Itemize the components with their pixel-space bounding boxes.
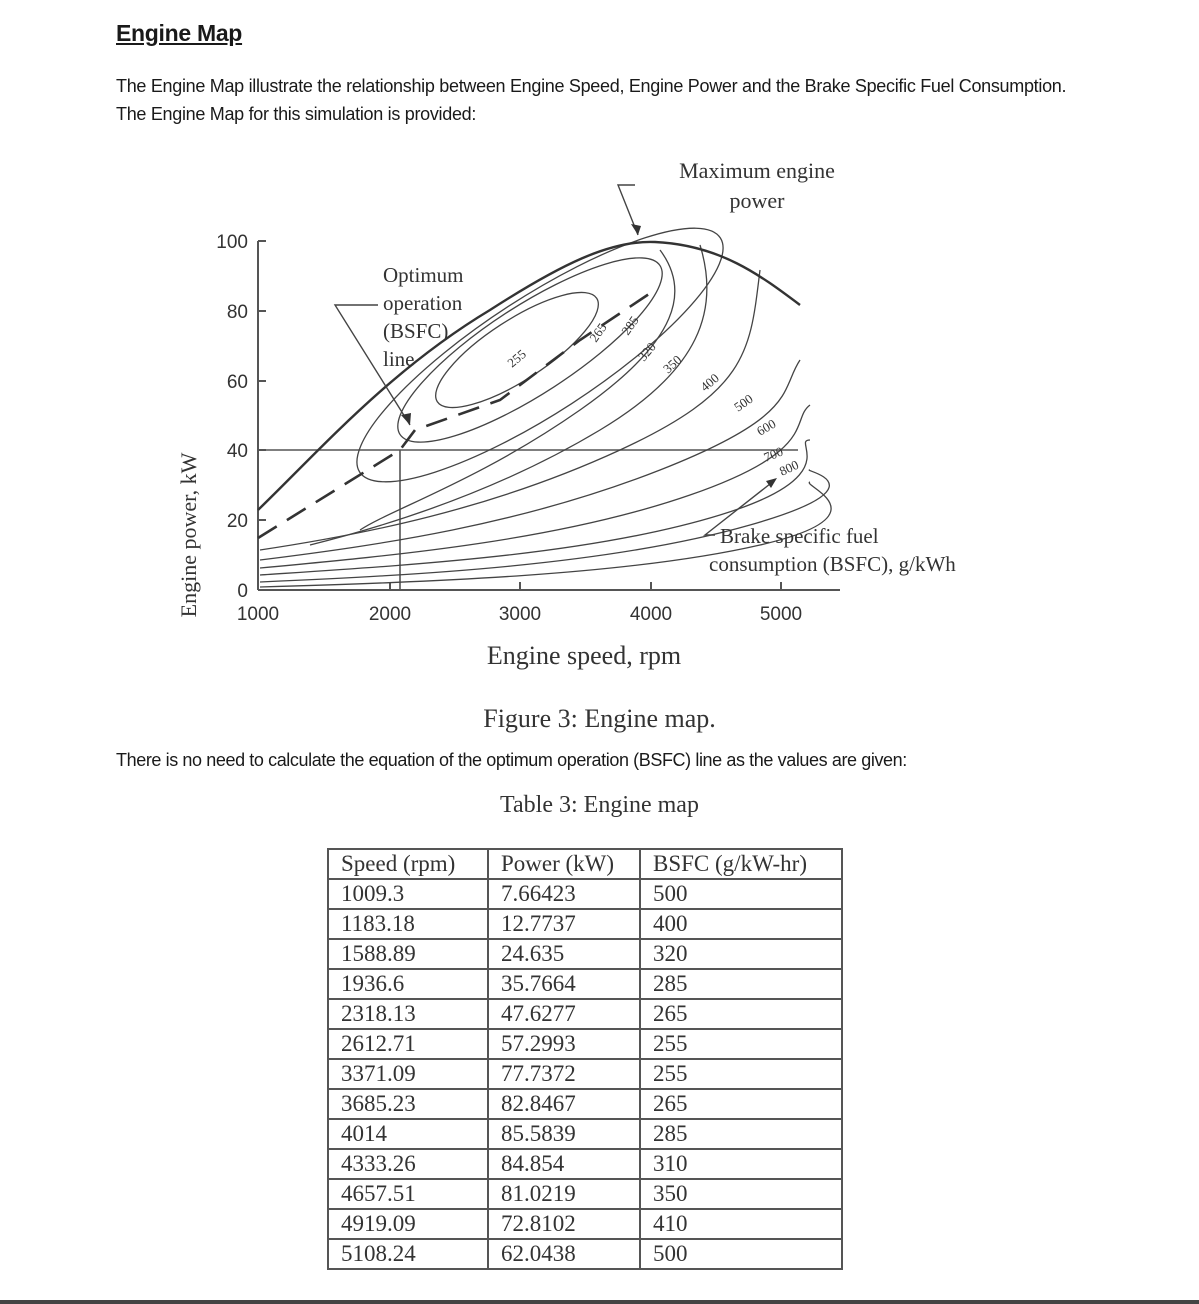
svg-text:Maximum engine: Maximum engine: [679, 158, 835, 183]
column-header-speed: Speed (rpm): [328, 849, 488, 879]
table-row: [328, 999, 842, 1029]
table-header-row: [328, 849, 842, 879]
cell-bsfc: 320: [640, 939, 842, 969]
svg-text:60: 60: [226, 372, 248, 393]
section-heading: Engine Map: [116, 20, 243, 46]
cell-speed: 1183.18: [328, 909, 488, 939]
cell-bsfc: 255: [640, 1059, 842, 1089]
cell-bsfc: 265: [640, 1089, 842, 1119]
cell-speed: 2318.13: [328, 999, 488, 1029]
svg-text:Brake specific fuel: Brake specific fuel: [720, 524, 879, 548]
svg-text:600: 600: [754, 415, 779, 439]
svg-text:700: 700: [761, 443, 786, 465]
cell-bsfc: 285: [640, 969, 842, 999]
cell-power: 7.66423: [488, 879, 640, 909]
cell-speed: 1009.3: [328, 879, 488, 909]
table-row: [328, 909, 842, 939]
contour-labels: [504, 313, 801, 479]
svg-text:power: power: [729, 188, 785, 213]
cell-speed: 4014: [328, 1119, 488, 1149]
column-header-power: Power (kW): [488, 849, 640, 879]
cell-power: 81.0219: [488, 1179, 640, 1209]
svg-text:Optimum: Optimum: [383, 263, 464, 287]
engine-map-chart: [160, 150, 1040, 690]
cell-power: 24.635: [488, 939, 640, 969]
cell-speed: 3371.09: [328, 1059, 488, 1089]
table-row: [328, 1059, 842, 1089]
svg-text:4000: 4000: [629, 604, 673, 625]
cell-bsfc: 265: [640, 999, 842, 1029]
table-row: [328, 1029, 842, 1059]
cell-bsfc: 350: [640, 1179, 842, 1209]
table-row: [328, 1209, 842, 1239]
table-caption: Table 3: Engine map: [500, 792, 699, 818]
svg-text:320: 320: [634, 339, 659, 364]
x-tick-labels: [237, 604, 802, 625]
cell-speed: 1936.6: [328, 969, 488, 999]
svg-text:80: 80: [226, 302, 248, 323]
cell-bsfc: 255: [640, 1029, 842, 1059]
optimum-line-annotation: [335, 263, 464, 425]
svg-text:100: 100: [216, 232, 248, 253]
svg-text:2000: 2000: [368, 604, 412, 625]
cell-bsfc: 400: [640, 909, 842, 939]
cell-bsfc: 410: [640, 1209, 842, 1239]
cell-power: 85.5839: [488, 1119, 640, 1149]
y-tick-labels: [216, 232, 248, 602]
table-row: [328, 1119, 842, 1149]
cell-bsfc: 500: [640, 879, 842, 909]
svg-text:285: 285: [618, 313, 642, 338]
page-bottom-border: [0, 1300, 1199, 1304]
cell-power: 84.854: [488, 1149, 640, 1179]
cell-power: 82.8467: [488, 1089, 640, 1119]
cell-power: 57.2993: [488, 1029, 640, 1059]
cell-bsfc: 285: [640, 1119, 842, 1149]
svg-text:(BSFC): (BSFC): [383, 319, 449, 343]
svg-text:1000: 1000: [236, 604, 280, 625]
svg-text:consumption (BSFC), g/kWh: consumption (BSFC), g/kWh: [709, 552, 956, 576]
engine-map-table: [327, 848, 843, 1270]
cell-speed: 1588.89: [328, 939, 488, 969]
intro-paragraph: The Engine Map illustrate the relationship between Engine Speed, Engine Power and the Brake Specific Fuel Consumption. The Engine Map for this simulation is provided:: [116, 76, 1067, 124]
svg-text:0: 0: [237, 581, 248, 602]
cell-speed: 4657.51: [328, 1179, 488, 1209]
cell-power: 47.6277: [488, 999, 640, 1029]
cell-speed: 2612.71: [328, 1029, 488, 1059]
cell-power: 12.7737: [488, 909, 640, 939]
max-power-annotation: [618, 158, 835, 235]
cell-power: 77.7372: [488, 1059, 640, 1089]
svg-text:255: 255: [504, 346, 529, 371]
cell-bsfc: 310: [640, 1149, 842, 1179]
cell-speed: 5108.24: [328, 1239, 488, 1269]
table-row: [328, 879, 842, 909]
svg-text:40: 40: [226, 441, 248, 462]
y-axis-label: Engine power, kW: [176, 452, 201, 618]
svg-text:3000: 3000: [498, 604, 542, 625]
note-text: There is no need to calculate the equation of the optimum operation (BSFC) line as the values are given:: [116, 750, 907, 770]
svg-text:500: 500: [731, 390, 756, 415]
cell-bsfc: 500: [640, 1239, 842, 1269]
table-row: [328, 1239, 842, 1269]
max-power-curve: [258, 242, 800, 510]
svg-text:800: 800: [776, 456, 801, 479]
svg-text:400: 400: [697, 370, 722, 395]
svg-text:line: line: [383, 347, 415, 371]
svg-text:265: 265: [586, 320, 610, 345]
table-row: [328, 969, 842, 999]
table-row: [328, 1089, 842, 1119]
svg-text:5000: 5000: [759, 604, 803, 625]
figure-caption: Figure 3: Engine map.: [483, 704, 716, 733]
cell-speed: 3685.23: [328, 1089, 488, 1119]
cell-speed: 4333.26: [328, 1149, 488, 1179]
column-header-bsfc: BSFC (g/kW-hr): [640, 849, 842, 879]
svg-text:20: 20: [226, 511, 248, 532]
svg-text:operation: operation: [383, 291, 463, 315]
table-row: [328, 1149, 842, 1179]
svg-text:350: 350: [659, 352, 685, 377]
x-axis-label: Engine speed, rpm: [486, 641, 682, 670]
cell-power: 62.0438: [488, 1239, 640, 1269]
bsfc-annotation: [705, 478, 956, 576]
cell-speed: 4919.09: [328, 1209, 488, 1239]
cell-power: 72.8102: [488, 1209, 640, 1239]
table-row: [328, 939, 842, 969]
table-row: [328, 1179, 842, 1209]
cell-power: 35.7664: [488, 969, 640, 999]
